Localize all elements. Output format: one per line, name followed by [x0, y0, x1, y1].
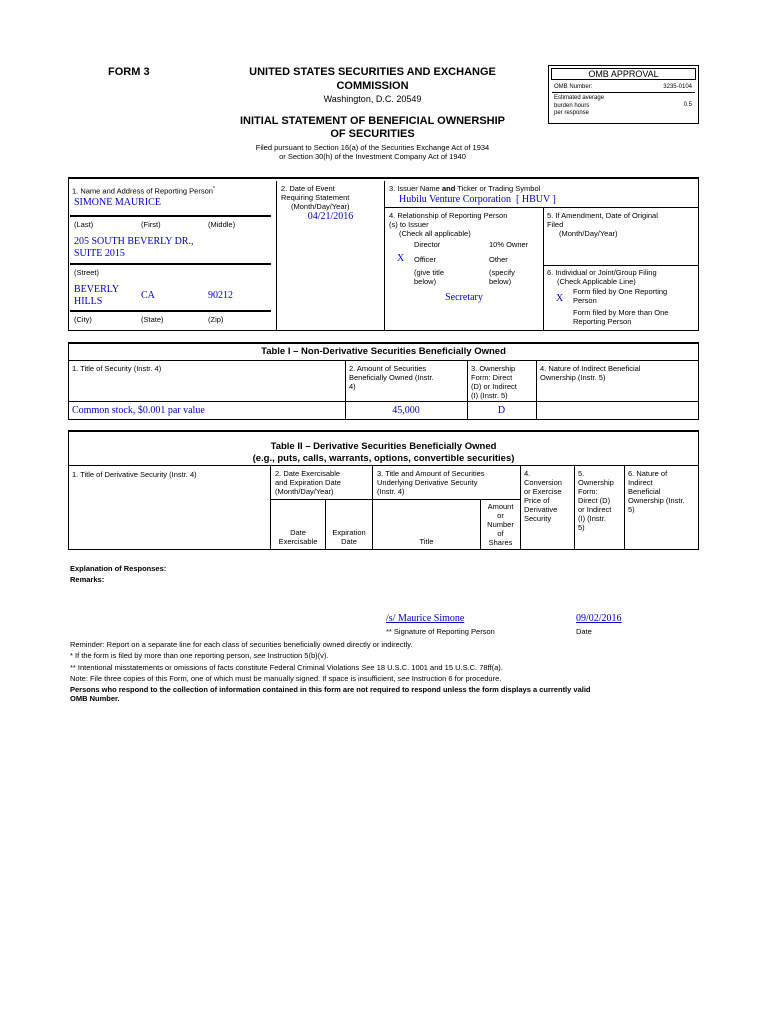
divider-4-5 [543, 207, 544, 331]
table1-col3-line-3: (D) or Indirect [471, 382, 517, 391]
zip-value: 90212 [208, 290, 233, 301]
note-file-copies [70, 674, 501, 683]
table2-col5-header [578, 469, 614, 532]
note2-see: See [361, 663, 375, 672]
table1-row-amount: 45,000 [392, 405, 420, 416]
table2-col6-line-5: 5) [628, 505, 635, 514]
ticker-symbol: [ HBUV ] [516, 194, 556, 205]
reminder-note: Reminder: Report on a separate line for each class of securities beneficially owned directly or indirectly. [70, 640, 413, 649]
table2-col5-line-5: or Indirect [578, 505, 612, 514]
last-label: (Last) [74, 220, 94, 229]
filed-note-line-2: or Section 30(h) of the Investment Company Act of 1940 [279, 152, 466, 161]
sub-exp-line-1: Expiration [332, 528, 366, 537]
table1-divider-3 [536, 360, 537, 420]
section1-label [72, 185, 215, 196]
section1-label-text: 1. Name and Address of Reporting Person [72, 186, 213, 196]
more-reporting-line-2: Reporting Person [573, 317, 632, 326]
section5-label-line-2: Filed [547, 220, 564, 229]
table2-col3-line-3: (Instr. 4) [377, 487, 405, 496]
table2-col4-line-5: Derivative [524, 505, 558, 514]
officer-option: Officer [414, 255, 436, 264]
omb-burden-label [554, 95, 604, 118]
top-border [68, 177, 699, 179]
table2-col5-line-2: Ownership [578, 478, 614, 487]
sub-date-line-1: Date [290, 528, 306, 537]
table2-col6-line-1: 6. Nature of [628, 469, 668, 478]
section2-label [281, 184, 350, 211]
city-line-1: BEVERLY [74, 284, 120, 295]
omb-divider [552, 92, 695, 93]
table2-col6-line-4: Ownership (Instr. [628, 496, 685, 505]
agency-city: Washington, D.C. 20549 [323, 94, 422, 104]
give-title-note [414, 268, 444, 286]
agency-line-2: COMMISSION [336, 80, 409, 92]
table2-title [68, 441, 699, 465]
ten-percent-owner-option: 10% Owner [489, 240, 529, 249]
note2-pre: ** Intentional misstatements or omissions of facts constitute Federal Criminal Violations [70, 663, 362, 672]
specify-line-2: below) [489, 277, 512, 286]
note1-post: Instruction 5(b)(v). [265, 651, 329, 660]
section6-label [547, 268, 657, 286]
table2-col6-line-3: Beneficial [628, 487, 661, 496]
one-reporting-line-2: Person [573, 296, 597, 305]
table1-col2-line-1: 2. Amount of Securities [349, 364, 427, 373]
table1-header-rule [68, 401, 699, 402]
section2-label-line-2: Requiring Statement [281, 193, 350, 202]
section4-label-line-1: 4. Relationship of Reporting Person [389, 211, 508, 220]
table1-col3-line-1: 3. Ownership [471, 364, 516, 373]
signature-date: 09/02/2016 [576, 613, 622, 624]
explanation-of-responses: Explanation of Responses: [70, 564, 167, 573]
one-reporting-check-mark: X [556, 293, 564, 304]
table2-col4-line-3: or Exercise [524, 487, 562, 496]
table2-sub-title: Title [419, 537, 434, 546]
statement-title-line-1: INITIAL STATEMENT OF BENEFICIAL OWNERSHIP [239, 115, 506, 127]
sub-amount-line-3: Number [487, 520, 514, 529]
zip-label: (Zip) [208, 315, 224, 324]
officer-check-mark: X [397, 253, 405, 264]
divider-2-3 [384, 181, 385, 331]
divider-5-6 [544, 265, 698, 266]
more-reporting-persons-option [573, 308, 668, 326]
left-border [68, 177, 69, 331]
table2-col1-header: 1. Title of Derivative Security (Instr. 4) [72, 470, 197, 479]
table2-col2-line-2: and Expiration Date [275, 478, 341, 487]
table2-title-line-1: Table II – Derivative Securities Beneficially Owned [270, 441, 497, 452]
table1-bottom-border [68, 419, 699, 420]
omb-burden-line-1: Estimated average [554, 95, 605, 101]
omb-burden-line-3: per response [554, 110, 590, 116]
remarks-label: Remarks: [70, 575, 105, 584]
sub-date-line-2: Exercisable [278, 537, 318, 546]
other-option: Other [489, 255, 508, 264]
section4-label-line-2: (s) to Issuer [389, 220, 429, 229]
section3-label [389, 184, 540, 193]
table1-title: Table I – Non-Derivative Securities Beneficially Owned [261, 346, 506, 357]
table2-col2-header [275, 469, 341, 496]
section5-label [547, 211, 658, 238]
persons-line-1: Persons who respond to the collection of information contained in this form are not required to respond unless the form displays a currently valid [70, 685, 591, 694]
table2-title-rule [68, 465, 699, 466]
table2-divider-5 [624, 465, 625, 550]
filed-note [200, 143, 545, 161]
table2-col3-header [377, 469, 485, 496]
signature-label: ** Signature of Reporting Person [386, 627, 495, 636]
table2-col6-header [628, 469, 685, 514]
table1-col4-header [540, 364, 640, 382]
note1-pre: * If the form is filed by more than one reporting person, [70, 651, 254, 660]
table1-top-border [68, 342, 699, 344]
table2-sub-amount [481, 502, 520, 547]
table2-col2-line-1: 2. Date Exercisable [275, 469, 341, 478]
table1-col3-line-2: Form: Direct [471, 373, 513, 382]
director-option: Director [414, 240, 441, 249]
table2-col4-line-1: 4. [524, 469, 531, 478]
omb-number-value: 3235-0104 [663, 84, 692, 90]
sub-amount-line-2: or [497, 511, 504, 520]
specify-note [489, 268, 515, 286]
reporting-person-name: SIMONE MAURICE [74, 197, 161, 208]
sub-amount-line-5: Shares [488, 538, 513, 547]
table2-sub-expiration-date [326, 528, 372, 546]
table2-col3-line-1: 3. Title and Amount of Securities [377, 469, 485, 478]
give-title-line-1: (give title [414, 268, 445, 277]
table1-col3-line-4: (I) (Instr. 5) [471, 391, 508, 400]
event-date: 04/21/2016 [307, 211, 354, 222]
sub-amount-line-1: Amount [487, 502, 514, 511]
table2-col5-line-3: Form: [578, 487, 598, 496]
state-value: CA [141, 290, 155, 301]
one-reporting-person-option [573, 287, 667, 305]
street-underline [70, 263, 271, 265]
form-label: FORM 3 [108, 66, 150, 78]
table2-col4-line-2: Conversion [524, 478, 562, 487]
table2-col2-line-3: (Month/Day/Year) [275, 487, 334, 496]
note3-post: Instruction 6 for procedure. [409, 674, 502, 683]
sub-amount-line-4: of [497, 529, 504, 538]
issuer-name-text: Hubilu Venture Corporation [399, 194, 512, 205]
section6-label-line-1: 6. Individual or Joint/Group Filing [547, 268, 657, 277]
agency-title [200, 65, 545, 105]
table2-col5-line-6: (I) (Instr. [578, 514, 606, 523]
section3-label-post: Ticker or Trading Symbol [455, 184, 541, 193]
state-label: (State) [141, 315, 164, 324]
city-line-2: HILLS [74, 296, 103, 307]
table1-col1-header: 1. Title of Security (Instr. 4) [72, 364, 162, 373]
footnote-mark: * [212, 186, 215, 192]
divider-3-4 [385, 207, 698, 208]
table2-col3-line-2: Underlying Derivative Security [377, 478, 478, 487]
date-label: Date [576, 627, 592, 636]
table2-sub-date-exercisable [271, 528, 325, 546]
note2-post: 18 U.S.C. 1001 and 15 U.S.C. 78ff(a). [374, 663, 503, 672]
issuer-name [399, 194, 556, 205]
table1-col2-line-2: Beneficially Owned (Instr. [349, 373, 434, 382]
note-multiple-persons [70, 651, 328, 660]
divider-1-2 [276, 181, 277, 331]
section4-label [389, 211, 507, 238]
give-title-line-2: below) [414, 277, 437, 286]
omb-burden-line-2: burden hours [554, 102, 590, 109]
more-reporting-line-1: Form filed by More than One [573, 308, 669, 317]
section4-label-line-3: (Check all applicable) [399, 229, 471, 238]
table2-col5-line-4: Direct (D) [578, 496, 611, 505]
city-value [74, 284, 119, 308]
table1-row-ownership-form: D [497, 405, 506, 416]
note3-pre: Note: File three copies of this Form, one of which must be manually signed. If space is insufficient, [70, 674, 398, 683]
section3-label-pre: 3. Issuer Name [389, 184, 442, 193]
street-line-1: 205 SOUTH BEVERLY DR., [74, 236, 194, 247]
specify-line-1: (specify [489, 268, 515, 277]
filed-note-line-1: Filed pursuant to Section 16(a) of the Securities Exchange Act of 1934 [255, 143, 490, 152]
persons-line-2: OMB Number. [70, 694, 120, 703]
street-address [74, 236, 193, 260]
street-label: (Street) [74, 268, 100, 277]
table2-subheader-rule [270, 499, 520, 500]
first-label: (First) [141, 220, 161, 229]
section3-label-and: and [441, 184, 456, 193]
note-misstatements [70, 663, 503, 672]
table1-col2-line-3: 4) [349, 382, 356, 391]
table2-divider-4 [574, 465, 575, 550]
sub-exp-line-2: Date [341, 537, 357, 546]
statement-title-line-2: OF SECURITIES [330, 128, 415, 140]
table1-col2-header [349, 364, 434, 391]
street-line-2: SUITE 2015 [74, 248, 125, 259]
city-underline [70, 310, 271, 312]
table2-col4-header [524, 469, 562, 523]
table2-title-line-2: (e.g., puts, calls, warrants, options, convertible securities) [252, 453, 515, 464]
officer-title: Secretary [445, 292, 483, 303]
table1-col4-line-2: Ownership (Instr. 5) [540, 373, 606, 382]
table2-top-border [68, 430, 699, 432]
one-reporting-line-1: Form filed by One Reporting [573, 287, 668, 296]
section5-label-line-3: (Month/Day/Year) [559, 229, 618, 238]
table2-col6-line-2: Indirect [628, 478, 653, 487]
table2-bottom-border [68, 549, 699, 550]
section6-label-line-2: (Check Applicable Line) [557, 277, 636, 286]
middle-label: (Middle) [208, 220, 236, 229]
note1-see: see [253, 651, 266, 660]
table1-title-rule [68, 360, 699, 361]
table2-col5-line-1: 5. [578, 469, 585, 478]
table2-col4-line-4: Price of [524, 496, 550, 505]
city-label: (City) [74, 315, 92, 324]
signature-value: /s/ Maurice Simone [386, 613, 465, 624]
omb-number-label: OMB Number: [554, 84, 593, 90]
agency-line-1: UNITED STATES SECURITIES AND EXCHANGE [249, 66, 496, 78]
right-border [698, 177, 699, 331]
section2-label-line-1: 2. Date of Event [281, 184, 335, 193]
table2-divider-3 [520, 465, 521, 550]
note3-see: see [397, 674, 410, 683]
table1-col4-line-1: 4. Nature of Indirect Beneficial [540, 364, 641, 373]
statement-title [200, 115, 545, 141]
table2-col4-line-6: Security [524, 514, 552, 523]
table1-row-security-title: Common stock, $0.001 par value [72, 405, 205, 416]
section2-label-line-3: (Month/Day/Year) [291, 202, 350, 211]
name-underline [70, 215, 271, 217]
table2-col5-line-7: 5) [578, 523, 585, 532]
table1-col3-header [471, 364, 517, 400]
omb-title: OMB APPROVAL [551, 68, 696, 80]
section5-label-line-1: 5. If Amendment, Date of Original [547, 211, 658, 220]
omb-burden-value: 0.5 [683, 102, 692, 108]
persons-who-respond-note [70, 685, 710, 703]
